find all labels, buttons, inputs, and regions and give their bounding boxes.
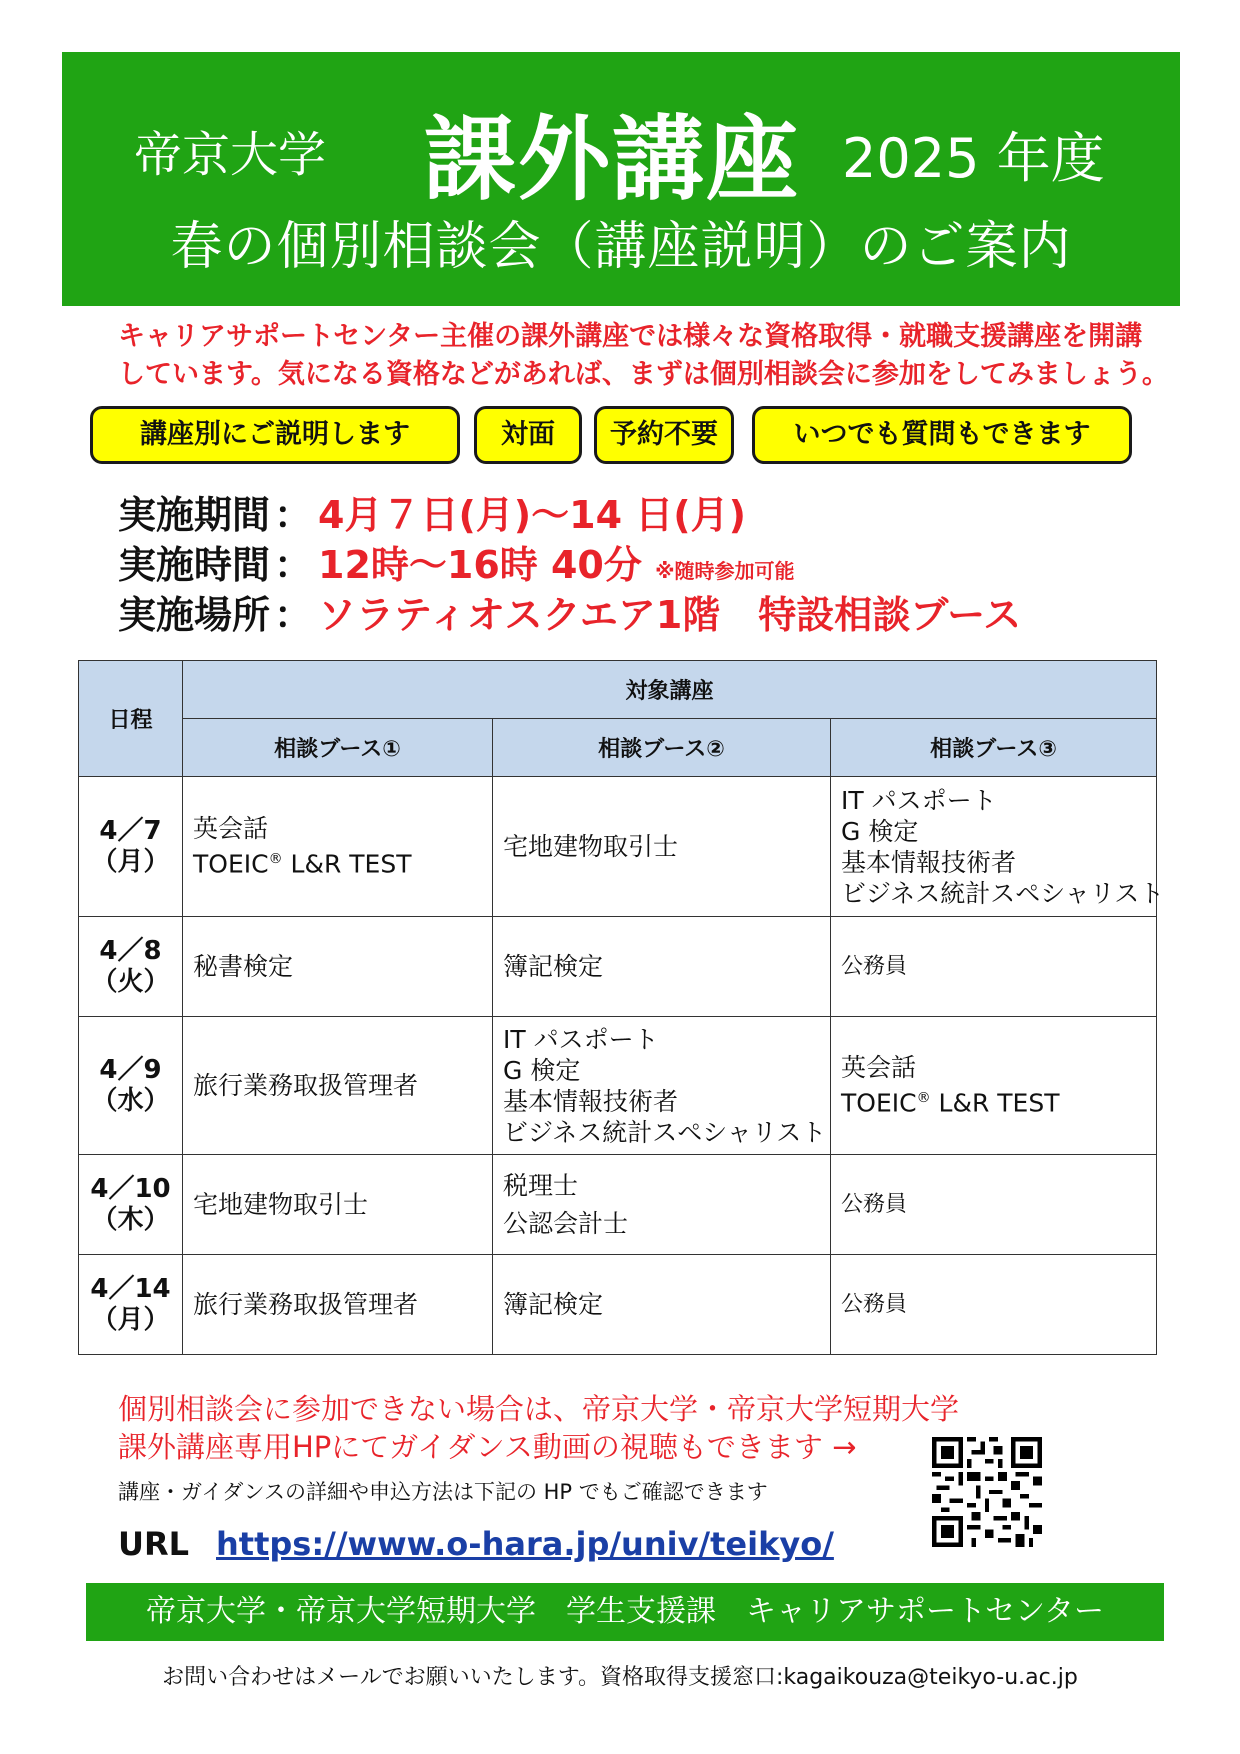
booth-3-cell: [831, 917, 1157, 1017]
website-link[interactable]: https://www.o-hara.jp/univ/teikyo/: [216, 1525, 834, 1563]
course: 簿記検定: [503, 952, 604, 981]
course: 簿記検定: [503, 1290, 604, 1319]
header-date: 日程: [79, 661, 183, 777]
table-row: [79, 1255, 1157, 1355]
course: [193, 844, 482, 879]
info-period: [118, 484, 746, 539]
course: 宅地建物取引士: [193, 1190, 369, 1219]
tag-questions-anytime: いつでも質問もできます: [752, 406, 1132, 464]
header-booth-1: 相談ブース①: [183, 719, 493, 777]
date: 4／7: [99, 815, 162, 846]
booth-1-cell: [183, 917, 493, 1017]
course: 基本情報技術者: [503, 1086, 679, 1116]
table-row: [79, 1017, 1157, 1155]
intro-text: [118, 318, 1169, 394]
table-row: [79, 777, 1157, 917]
intro-line: キャリアサポートセンター主催の課外講座では様々な資格取得・就職支援講座を開講: [118, 321, 1143, 352]
course: 旅行業務取扱管理者: [193, 1071, 419, 1100]
course: IT パスポート: [503, 1024, 659, 1054]
info-colon: ：: [273, 593, 312, 637]
intro-line: しています。気になる資格などがあれば、まずは個別相談会に参加をしてみましょう。: [118, 359, 1169, 390]
info-colon: ：: [273, 493, 312, 537]
table-row: [79, 917, 1157, 1017]
course: 公務員: [841, 1192, 908, 1217]
header-target: 対象講座: [183, 661, 1157, 719]
date: 4／9: [99, 1054, 162, 1085]
date: 4／8: [99, 935, 162, 966]
schedule-table: [78, 660, 1165, 1355]
course: 公認会計士: [503, 1208, 629, 1238]
table-row: [79, 1155, 1157, 1255]
booth-2-cell: [493, 1255, 831, 1355]
date-cell: [79, 1155, 183, 1255]
note-line: 個別相談会に参加できない場合は、帝京大学・帝京大学短期大学: [118, 1392, 960, 1426]
date: 4／10: [90, 1173, 171, 1204]
booth-3-cell: [831, 1255, 1157, 1355]
booth-3-cell: [831, 1155, 1157, 1255]
course: 公務員: [841, 1292, 908, 1317]
header-banner: [62, 52, 1180, 306]
course-toeic: TOEIC: [193, 849, 269, 879]
footer-organization: 帝京大学・帝京大学短期大学 学生支援課 キャリアサポートセンター: [86, 1583, 1164, 1641]
course: 旅行業務取扱管理者: [193, 1290, 419, 1319]
tag-in-person: 対面: [474, 406, 582, 464]
weekday: （月）: [91, 1304, 170, 1335]
registered-mark: ®: [916, 1090, 931, 1107]
course: ビジネス統計スペシャリスト: [841, 878, 1165, 908]
course: IT パスポート: [841, 785, 997, 815]
weekday: （月）: [91, 846, 170, 877]
booth-3-cell: [831, 777, 1165, 917]
course-toeic-sub: L&R TEST: [290, 849, 412, 879]
course-toeic: TOEIC: [841, 1088, 917, 1118]
registered-mark: ®: [268, 851, 283, 868]
info-place-label: 実施場所: [118, 593, 271, 637]
header-year: 2025 年度: [842, 127, 1105, 190]
booth-2-cell: [493, 777, 831, 917]
info-time: [118, 534, 795, 589]
booth-2-cell: [493, 1017, 831, 1155]
info-place: [118, 584, 1021, 639]
course: 秘書検定: [193, 952, 294, 981]
booth-3-cell: [831, 1017, 1157, 1155]
date: 4／14: [90, 1273, 171, 1304]
date-cell: [79, 917, 183, 1017]
qr-code-icon[interactable]: [932, 1437, 1042, 1547]
booth-1-cell: [183, 777, 493, 917]
booth-2-cell: [493, 917, 831, 1017]
header-booth-2: 相談ブース②: [493, 719, 831, 777]
course: G 検定: [841, 816, 919, 846]
url-label: URL: [118, 1525, 190, 1563]
date-cell: [79, 1017, 183, 1155]
contact-email-note: お問い合わせはメールでお願いいたします。資格取得支援窓口:kagaikouza@teikyo-u.ac.jp: [162, 1665, 1078, 1690]
course: 英会話: [841, 1053, 917, 1083]
weekday: （火）: [91, 966, 170, 997]
course: 公務員: [841, 954, 908, 979]
booth-1-cell: [183, 1017, 493, 1155]
header-university: 帝京大学: [134, 127, 327, 183]
course: 基本情報技術者: [841, 847, 1017, 877]
date-cell: [79, 1255, 183, 1355]
details-note: 講座・ガイダンスの詳細や申込方法は下記の HP でもご確認できます: [118, 1480, 768, 1504]
course: ビジネス統計スペシャリスト: [503, 1117, 827, 1147]
course: 税理士: [503, 1170, 579, 1200]
info-period-label: 実施期間: [118, 493, 271, 537]
course: [841, 1083, 1146, 1118]
booth-2-cell: [493, 1155, 831, 1255]
tag-course-explanation: 講座別にご説明します: [90, 406, 460, 464]
header-booth-3: 相談ブース③: [831, 719, 1157, 777]
course: 英会話: [193, 814, 269, 844]
weekday: （木）: [91, 1204, 170, 1235]
info-time-label: 実施時間: [118, 543, 271, 587]
header-title: 課外講座: [424, 106, 801, 213]
booth-1-cell: [183, 1155, 493, 1255]
info-place-value: ソラティオスクエア1階 特設相談ブース: [318, 593, 1022, 637]
info-time-note: ※随時参加可能: [655, 559, 795, 583]
guidance-video-note: [118, 1390, 959, 1466]
info-colon: ：: [273, 543, 312, 587]
header-subtitle: 春の個別相談会（講座説明）のご案内: [170, 217, 1072, 277]
booth-1-cell: [183, 1255, 493, 1355]
tag-no-reservation: 予約不要: [594, 406, 734, 464]
info-period-value: 4月７日(月)～14 日(月): [318, 493, 747, 537]
note-line: 課外講座専用HPにてガイダンス動画の視聴もできます →: [118, 1430, 857, 1464]
course: 宅地建物取引士: [503, 832, 679, 861]
course: G 検定: [503, 1055, 581, 1085]
course-toeic-sub: L&R TEST: [938, 1088, 1060, 1118]
info-time-value: 12時～16時 40分: [318, 543, 642, 587]
weekday: （水）: [91, 1085, 170, 1116]
date-cell: [79, 777, 183, 917]
